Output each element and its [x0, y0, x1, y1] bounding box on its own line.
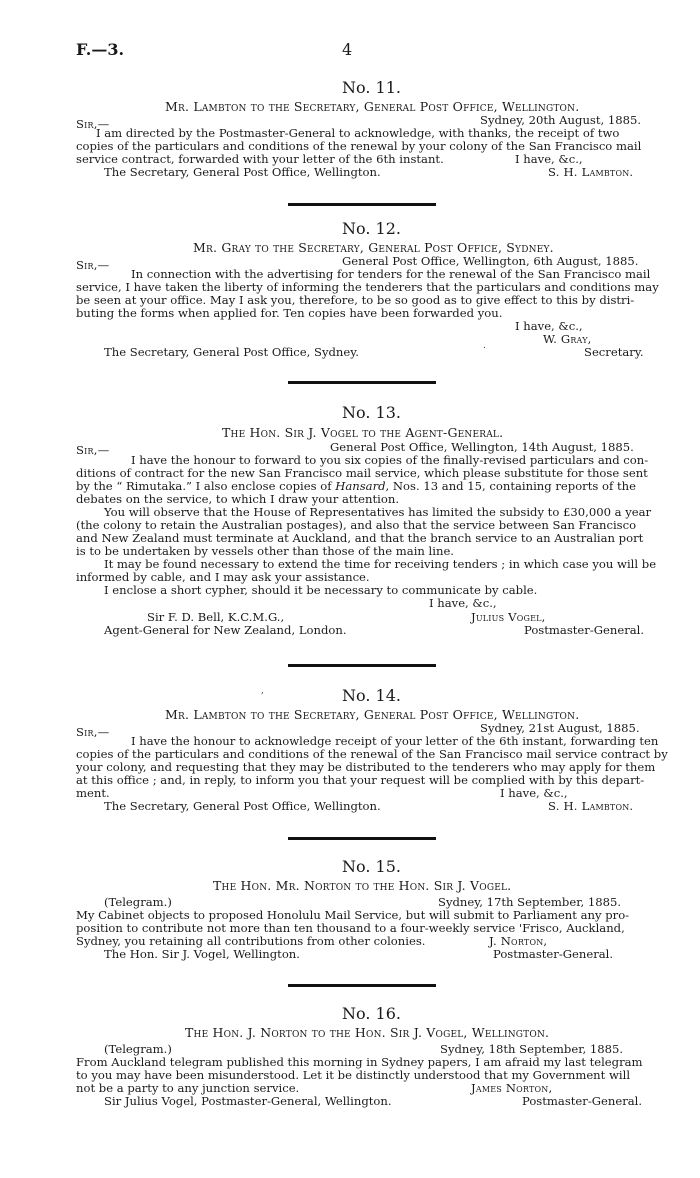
signatory-title: Postmaster-General.	[522, 1094, 643, 1108]
page-number: 4	[342, 40, 353, 59]
place-date: General Post Office, Wellington, 14th August, 1885.	[330, 440, 634, 454]
hansard-italic: Hansard	[335, 479, 386, 493]
letter-number: No. 11.	[342, 78, 401, 97]
body-text: , Nos. 13 and 15, containing reports of the	[385, 479, 636, 493]
body-line: to you may have been misunderstood. Let it be distinctly understood that my Government will	[76, 1068, 631, 1082]
signatory-title: Secretary.	[584, 345, 644, 359]
salutation: Sir,—	[76, 725, 110, 739]
place-date: Sydney, 17th September, 1885.	[438, 895, 622, 909]
salutation: Sir,—	[76, 443, 110, 457]
body-line: informed by cable, and I may ask your assistance.	[76, 570, 370, 584]
body-line: It may be found necessary to extend the time for receiving tenders ; in which case you will be	[104, 557, 657, 571]
body-line: I have the honour to forward to you six copies of the finally-revised particulars and con-	[131, 453, 649, 467]
body-line: ditions of contract for the new San Francisco mail service, which please substitute for those sent	[76, 466, 648, 480]
signatory-title: Postmaster-General.	[524, 623, 645, 637]
body-line: buting the forms when applied for. Ten copies have been forwarded you.	[76, 306, 503, 320]
body-line: debates on the service, to which I draw your attention.	[76, 492, 400, 506]
body-line: your colony, and requesting that they may be distributed to the tenderers who may apply for them	[76, 760, 656, 774]
telegram-label: (Telegram.)	[104, 1042, 172, 1056]
place-date: Sydney, 21st August, 1885.	[480, 721, 640, 735]
letter-number: No. 16.	[342, 1004, 401, 1023]
signature: S. H. Lambton.	[548, 799, 634, 813]
addressee: The Secretary, General Post Office, Wellington.	[104, 165, 381, 179]
addressee: Agent-General for New Zealand, London.	[104, 623, 347, 637]
closing: I have, &c.,	[515, 152, 583, 166]
body-line: service contract, forwarded with your letter of the 6th instant.	[76, 152, 444, 166]
stray-mark: ,	[261, 686, 264, 696]
signature: James Norton,	[471, 1081, 553, 1095]
addressee: The Secretary, General Post Office, Sydney.	[104, 345, 359, 359]
place-date: Sydney, 20th August, 1885.	[480, 113, 642, 127]
addressee: Sir Julius Vogel, Postmaster-General, Wellington.	[104, 1094, 392, 1108]
section-rule	[288, 837, 436, 840]
letter-heading: The Hon. Mr. Norton to the Hon. Sir J. Vogel.	[213, 878, 512, 893]
section-rule	[288, 381, 436, 384]
closing: I have, &c.,	[429, 596, 497, 610]
letter-number: No. 13.	[342, 403, 401, 422]
body-line: position to contribute not more than ten thousand to a four-weekly service 'Frisco, Auckland,	[76, 921, 625, 935]
body-line: I enclose a short cypher, should it be necessary to communicate by cable.	[104, 583, 538, 597]
body-line: not be a party to any junction service.	[76, 1081, 300, 1095]
body-line: at this office ; and, in reply, to inform you that your request will be complied with by this depart-	[76, 773, 645, 787]
body-line: service, I have taken the liberty of informing the tenderers that the particulars and conditions may	[76, 280, 659, 294]
body-line: ment.	[76, 786, 110, 800]
body-line: My Cabinet objects to proposed Honolulu Mail Service, but will submit to Parliament any pro-	[76, 908, 630, 922]
salutation: Sir,—	[76, 258, 110, 272]
letter-number: No. 14.	[342, 686, 401, 705]
addressee: The Secretary, General Post Office, Wellington.	[104, 799, 381, 813]
body-line: copies of the particulars and conditions of the renewal by your colony of the San Francisco mail	[76, 139, 642, 153]
body-line: and New Zealand must terminate at Auckland, and that the branch service to an Australian port	[76, 531, 644, 545]
series-label: F.—3.	[76, 40, 125, 59]
addressee: Sir F. D. Bell, K.C.M.G.,	[147, 610, 285, 624]
body-line: copies of the particulars and conditions of the renewal of the San Francisco mail service contract by	[76, 747, 668, 761]
letter-number: No. 15.	[342, 857, 401, 876]
body-line: is to be undertaken by vessels other than those of the main line.	[76, 544, 454, 558]
stray-mark: .	[483, 341, 486, 351]
section-rule	[288, 664, 436, 667]
letter-heading: Mr. Lambton to the Secretary, General Post Office, Wellington.	[165, 99, 580, 114]
signature: Julius Vogel,	[471, 610, 546, 624]
body-line: I have the honour to acknowledge receipt of your letter of the 6th instant, forwarding ten	[131, 734, 659, 748]
letter-heading: The Hon. J. Norton to the Hon. Sir J. Vogel, Wellington.	[185, 1025, 550, 1040]
body-line: In connection with the advertising for tenders for the renewal of the San Francisco mail	[131, 267, 651, 281]
body-line: You will observe that the House of Representatives has limited the subsidy to £30,000 a year	[104, 505, 652, 519]
body-line: be seen at your office. May I ask you, therefore, to be so good as to give effect to this by distri-	[76, 293, 635, 307]
signature: W. Gray,	[543, 332, 592, 346]
section-rule	[288, 203, 436, 206]
letter-number: No. 12.	[342, 219, 401, 238]
letter-heading: Mr. Gray to the Secretary, General Post Office, Sydney.	[193, 240, 554, 255]
closing: I have, &c.,	[515, 319, 583, 333]
place-date: Sydney, 18th September, 1885.	[440, 1042, 624, 1056]
body-line: (the colony to retain the Australian postages), and also that the service between San Francisco	[76, 518, 637, 532]
signatory-title: Postmaster-General.	[493, 947, 614, 961]
telegram-label: (Telegram.)	[104, 895, 172, 909]
addressee: The Hon. Sir J. Vogel, Wellington.	[104, 947, 300, 961]
body-text: by the “ Rimutaka.” I also enclose copies of	[76, 479, 336, 493]
section-rule	[288, 984, 436, 987]
body-line: Sydney, you retaining all contributions from other colonies.	[76, 934, 426, 948]
signature: J. Norton,	[489, 934, 548, 948]
body-line: I am directed by the Postmaster-General to acknowledge, with thanks, the receipt of two	[96, 126, 620, 140]
signature: S. H. Lambton.	[548, 165, 634, 179]
letter-heading: Mr. Lambton to the Secretary, General Post Office, Wellington.	[165, 707, 580, 722]
body-line: From Auckland telegram published this morning in Sydney papers, I am afraid my last telegram	[76, 1055, 643, 1069]
letter-heading: The Hon. Sir J. Vogel to the Agent-General.	[222, 425, 504, 440]
salutation: Sir,—	[76, 117, 110, 131]
place-date: General Post Office, Wellington, 6th August, 1885.	[342, 254, 639, 268]
closing: I have, &c.,	[500, 786, 568, 800]
